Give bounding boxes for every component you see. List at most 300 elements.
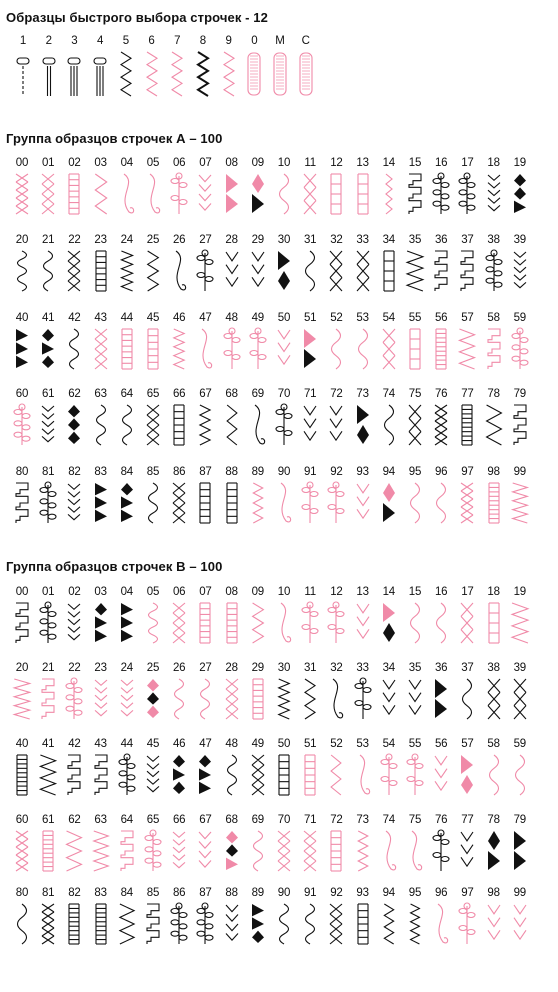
pattern-number: 58 bbox=[487, 312, 500, 324]
stitch-pattern bbox=[142, 662, 164, 721]
pattern-number: 50 bbox=[277, 738, 291, 750]
stitch-pattern bbox=[378, 312, 400, 371]
stitch-glyph-icon bbox=[484, 902, 504, 946]
stitch-pattern bbox=[273, 312, 295, 371]
pattern-number: 38 bbox=[487, 662, 500, 674]
stitch-glyph-icon bbox=[510, 172, 530, 216]
stitch-pattern bbox=[325, 157, 347, 216]
pattern-number: 8 bbox=[199, 35, 206, 47]
pattern-number: 30 bbox=[277, 234, 291, 246]
stitch-glyph-icon bbox=[326, 172, 346, 216]
pattern-number: 39 bbox=[513, 662, 526, 674]
stitch-pattern bbox=[116, 738, 138, 797]
stitch-glyph-icon bbox=[274, 327, 294, 371]
pattern-number: 43 bbox=[94, 312, 107, 324]
pattern-number: 4 bbox=[96, 35, 104, 47]
stitch-pattern bbox=[194, 312, 216, 371]
stitch-glyph-icon bbox=[91, 601, 111, 645]
pattern-number: 94 bbox=[382, 466, 395, 478]
stitch-pattern bbox=[404, 662, 426, 721]
pattern-number: 77 bbox=[461, 814, 474, 826]
stitch-glyph-icon bbox=[510, 601, 530, 645]
stitch-glyph-icon bbox=[169, 601, 189, 645]
stitch-glyph-icon bbox=[143, 829, 163, 873]
stitch-glyph-icon bbox=[117, 902, 137, 946]
stitch-pattern bbox=[352, 662, 374, 721]
stitch-glyph-icon bbox=[143, 601, 163, 645]
stitch-glyph-icon bbox=[143, 172, 163, 216]
stitch-glyph-icon bbox=[326, 481, 346, 525]
pattern-number: 15 bbox=[408, 586, 422, 598]
pattern-number: M bbox=[275, 35, 285, 47]
stitch-glyph-icon bbox=[431, 677, 451, 721]
pattern-number: 28 bbox=[225, 234, 238, 246]
pattern-number: 39 bbox=[513, 234, 526, 246]
pattern-number: 93 bbox=[356, 466, 369, 478]
stitch-pattern bbox=[483, 466, 505, 525]
stitch-glyph-icon bbox=[195, 829, 215, 873]
pattern-number: 04 bbox=[120, 157, 133, 169]
stitch-pattern bbox=[90, 586, 112, 645]
stitch-glyph-icon bbox=[222, 601, 242, 645]
pattern-number: 45 bbox=[146, 738, 160, 750]
stitch-pattern bbox=[142, 814, 164, 873]
stitch-glyph-icon bbox=[91, 902, 111, 946]
stitch-glyph-icon bbox=[64, 829, 84, 873]
stitch-glyph-icon bbox=[405, 829, 425, 873]
stitch-glyph-icon bbox=[379, 601, 399, 645]
stitch-glyph-icon bbox=[300, 249, 320, 293]
stitch-glyph-icon bbox=[222, 403, 242, 447]
pattern-number: 86 bbox=[172, 466, 186, 478]
pattern-number: 28 bbox=[225, 662, 238, 674]
pattern-number: 87 bbox=[199, 466, 212, 478]
stitch-glyph-icon bbox=[457, 403, 477, 447]
pattern-number: 73 bbox=[356, 814, 369, 826]
stitch-glyph-icon bbox=[91, 172, 111, 216]
stitch-glyph-icon bbox=[457, 601, 477, 645]
stitch-pattern bbox=[456, 312, 478, 371]
stitch-glyph-icon bbox=[353, 249, 373, 293]
pattern-number: 07 bbox=[199, 586, 212, 598]
stitch-pattern bbox=[63, 388, 85, 447]
stitch-pattern bbox=[168, 312, 190, 371]
pattern-number: 44 bbox=[120, 312, 133, 324]
stitch-glyph-icon bbox=[405, 249, 425, 293]
stitch-pattern bbox=[483, 312, 505, 371]
stitch-pattern bbox=[63, 586, 85, 645]
stitch-glyph-icon bbox=[296, 50, 316, 98]
pattern-number: 79 bbox=[513, 814, 526, 826]
pattern-number: 47 bbox=[199, 738, 212, 750]
stitch-glyph-icon bbox=[195, 902, 215, 946]
stitch-glyph-icon bbox=[457, 481, 477, 525]
stitch-pattern bbox=[404, 586, 426, 645]
pattern-number: 90 bbox=[277, 466, 291, 478]
stitch-glyph-icon bbox=[484, 327, 504, 371]
stitch-glyph-icon bbox=[117, 327, 137, 371]
stitch-glyph-icon bbox=[64, 403, 84, 447]
stitch-pattern bbox=[456, 887, 478, 946]
stitch-glyph-icon bbox=[326, 677, 346, 721]
pattern-number: 26 bbox=[172, 234, 186, 246]
stitch-glyph-icon bbox=[248, 902, 268, 946]
stitch-pattern bbox=[116, 586, 138, 645]
pattern-number: 08 bbox=[225, 586, 238, 598]
stitch-glyph-icon bbox=[195, 172, 215, 216]
stitch-pattern bbox=[115, 35, 137, 98]
stitch-glyph-icon bbox=[64, 327, 84, 371]
stitch-glyph-icon bbox=[248, 677, 268, 721]
stitch-pattern bbox=[378, 738, 400, 797]
stitch-pattern bbox=[221, 157, 243, 216]
stitch-glyph-icon bbox=[117, 601, 137, 645]
pattern-number: 98 bbox=[487, 466, 500, 478]
stitch-pattern bbox=[90, 738, 112, 797]
stitch-pattern bbox=[352, 586, 374, 645]
stitch-pattern bbox=[63, 157, 85, 216]
pattern-number: 75 bbox=[408, 814, 422, 826]
pattern-number: 35 bbox=[408, 662, 422, 674]
pattern-number: 94 bbox=[382, 887, 395, 899]
stitch-glyph-icon bbox=[431, 172, 451, 216]
pattern-number: 34 bbox=[382, 662, 395, 674]
pattern-number: 03 bbox=[94, 586, 107, 598]
stitch-glyph-icon bbox=[12, 829, 32, 873]
stitch-pattern bbox=[430, 814, 452, 873]
pattern-number: 51 bbox=[303, 312, 317, 324]
pattern-number: 32 bbox=[330, 234, 343, 246]
stitch-pattern bbox=[509, 662, 531, 721]
stitch-pattern bbox=[247, 814, 269, 873]
stitch-glyph-icon bbox=[91, 403, 111, 447]
stitch-glyph-icon bbox=[510, 829, 530, 873]
stitch-pattern bbox=[37, 814, 59, 873]
stitch-pattern bbox=[483, 887, 505, 946]
stitch-pattern bbox=[221, 388, 243, 447]
stitch-pattern bbox=[63, 887, 85, 946]
stitch-glyph-icon bbox=[353, 829, 373, 873]
stitch-pattern bbox=[63, 662, 85, 721]
pattern-number: 2 bbox=[45, 35, 52, 47]
pattern-number: 16 bbox=[434, 586, 448, 598]
pattern-number: 60 bbox=[15, 388, 29, 400]
stitch-pattern bbox=[194, 466, 216, 525]
stitch-glyph-icon bbox=[484, 601, 504, 645]
stitch-pattern bbox=[11, 312, 33, 371]
stitch-glyph-icon bbox=[91, 677, 111, 721]
pattern-number: 72 bbox=[330, 814, 343, 826]
pattern-number: 19 bbox=[513, 586, 526, 598]
stitch-glyph-icon bbox=[12, 249, 32, 293]
pattern-number: 40 bbox=[15, 738, 29, 750]
stitch-pattern bbox=[11, 887, 33, 946]
stitch-pattern bbox=[404, 887, 426, 946]
stitch-glyph-icon bbox=[195, 403, 215, 447]
stitch-pattern bbox=[116, 312, 138, 371]
stitch-pattern bbox=[194, 887, 216, 946]
pattern-number: 54 bbox=[382, 738, 395, 750]
stitch-pattern bbox=[116, 662, 138, 721]
pattern-number: 08 bbox=[225, 157, 238, 169]
stitch-glyph-icon bbox=[274, 601, 294, 645]
pattern-number: 53 bbox=[356, 738, 369, 750]
stitch-glyph-icon bbox=[326, 753, 346, 797]
pattern-number: 09 bbox=[251, 586, 264, 598]
stitch-glyph-icon bbox=[12, 677, 32, 721]
stitch-glyph-icon bbox=[405, 601, 425, 645]
stitch-pattern bbox=[141, 35, 163, 98]
pattern-number: 26 bbox=[172, 662, 186, 674]
stitch-glyph-icon bbox=[64, 172, 84, 216]
stitch-glyph-icon bbox=[353, 327, 373, 371]
pattern-number: 12 bbox=[330, 586, 343, 598]
stitch-glyph-icon bbox=[169, 753, 189, 797]
stitch-pattern bbox=[37, 234, 59, 293]
quick-select-title: Образцы быстрого выбора строчек - 12 bbox=[6, 10, 268, 25]
pattern-number: 51 bbox=[303, 738, 317, 750]
stitch-glyph-icon bbox=[38, 249, 58, 293]
stitch-glyph-icon bbox=[222, 481, 242, 525]
stitch-glyph-icon bbox=[457, 249, 477, 293]
stitch-pattern bbox=[168, 388, 190, 447]
stitch-pattern bbox=[142, 466, 164, 525]
stitch-glyph-icon bbox=[117, 481, 137, 525]
pattern-number: 74 bbox=[382, 388, 395, 400]
stitch-pattern bbox=[325, 738, 347, 797]
stitch-glyph-icon bbox=[431, 249, 451, 293]
stitch-glyph-icon bbox=[12, 902, 32, 946]
stitch-glyph-icon bbox=[12, 172, 32, 216]
stitch-glyph-icon bbox=[143, 677, 163, 721]
pattern-number: 06 bbox=[172, 157, 186, 169]
stitch-pattern bbox=[509, 586, 531, 645]
pattern-number: 05 bbox=[146, 586, 160, 598]
stitch-pattern bbox=[404, 738, 426, 797]
pattern-number: 7 bbox=[174, 35, 181, 47]
pattern-number: 33 bbox=[356, 662, 369, 674]
stitch-pattern bbox=[509, 738, 531, 797]
stitch-glyph-icon bbox=[38, 327, 58, 371]
stitch-pattern bbox=[192, 35, 214, 98]
stitch-pattern bbox=[483, 586, 505, 645]
stitch-pattern bbox=[37, 738, 59, 797]
stitch-glyph-icon bbox=[431, 601, 451, 645]
stitch-pattern bbox=[194, 388, 216, 447]
pattern-number: 84 bbox=[120, 887, 133, 899]
stitch-pattern bbox=[509, 388, 531, 447]
pattern-number: 57 bbox=[461, 738, 474, 750]
pattern-number: 54 bbox=[382, 312, 395, 324]
pattern-number: 62 bbox=[68, 388, 81, 400]
stitch-glyph-icon bbox=[117, 829, 137, 873]
stitch-pattern bbox=[299, 662, 321, 721]
stitch-pattern bbox=[11, 662, 33, 721]
stitch-glyph-icon bbox=[12, 403, 32, 447]
stitch-glyph-icon bbox=[169, 677, 189, 721]
stitch-pattern bbox=[90, 157, 112, 216]
pattern-number: 52 bbox=[330, 738, 343, 750]
stitch-glyph-icon bbox=[405, 902, 425, 946]
pattern-number: 65 bbox=[146, 814, 160, 826]
stitch-pattern bbox=[509, 466, 531, 525]
pattern-number: 65 bbox=[146, 388, 160, 400]
stitch-pattern bbox=[221, 887, 243, 946]
stitch-glyph-icon bbox=[91, 753, 111, 797]
stitch-pattern bbox=[430, 312, 452, 371]
pattern-number: 91 bbox=[303, 466, 317, 478]
pattern-number: 10 bbox=[277, 586, 291, 598]
pattern-number: 49 bbox=[251, 738, 264, 750]
stitch-glyph-icon bbox=[169, 481, 189, 525]
stitch-pattern bbox=[247, 157, 269, 216]
stitch-glyph-icon bbox=[91, 327, 111, 371]
stitch-glyph-icon bbox=[195, 327, 215, 371]
stitch-pattern bbox=[273, 157, 295, 216]
pattern-number: 20 bbox=[15, 662, 29, 674]
stitch-pattern bbox=[168, 738, 190, 797]
stitch-pattern bbox=[168, 586, 190, 645]
pattern-number: 84 bbox=[120, 466, 133, 478]
stitch-pattern bbox=[273, 234, 295, 293]
stitch-glyph-icon bbox=[222, 829, 242, 873]
stitch-glyph-icon bbox=[13, 50, 33, 98]
stitch-glyph-icon bbox=[300, 601, 320, 645]
stitch-glyph-icon bbox=[510, 753, 530, 797]
stitch-pattern bbox=[325, 814, 347, 873]
stitch-pattern bbox=[430, 586, 452, 645]
stitch-glyph-icon bbox=[405, 327, 425, 371]
stitch-pattern bbox=[483, 814, 505, 873]
stitch-glyph-icon bbox=[248, 829, 268, 873]
stitch-glyph-icon bbox=[431, 403, 451, 447]
pattern-number: 17 bbox=[461, 157, 474, 169]
pattern-number: 85 bbox=[146, 887, 160, 899]
pattern-number: 64 bbox=[120, 814, 133, 826]
stitch-glyph-icon bbox=[39, 50, 59, 98]
pattern-number: 01 bbox=[41, 586, 55, 598]
stitch-glyph-icon bbox=[274, 753, 294, 797]
stitch-pattern bbox=[509, 814, 531, 873]
stitch-glyph-icon bbox=[274, 677, 294, 721]
pattern-number: 69 bbox=[251, 388, 264, 400]
pattern-number: 31 bbox=[303, 662, 317, 674]
stitch-glyph-icon bbox=[195, 753, 215, 797]
stitch-pattern bbox=[168, 814, 190, 873]
stitch-glyph-icon bbox=[64, 249, 84, 293]
stitch-pattern bbox=[378, 157, 400, 216]
pattern-number: 68 bbox=[225, 814, 238, 826]
stitch-pattern bbox=[247, 662, 269, 721]
stitch-glyph-icon bbox=[379, 481, 399, 525]
stitch-pattern bbox=[483, 157, 505, 216]
pattern-number: 60 bbox=[15, 814, 29, 826]
stitch-pattern bbox=[142, 887, 164, 946]
stitch-pattern bbox=[90, 388, 112, 447]
stitch-pattern bbox=[194, 234, 216, 293]
stitch-pattern bbox=[38, 35, 60, 98]
stitch-pattern bbox=[404, 157, 426, 216]
stitch-pattern bbox=[352, 234, 374, 293]
stitch-glyph-icon bbox=[484, 403, 504, 447]
pattern-number: 03 bbox=[94, 157, 107, 169]
pattern-number: 86 bbox=[172, 887, 186, 899]
stitch-glyph-icon bbox=[169, 829, 189, 873]
stitch-pattern bbox=[430, 466, 452, 525]
stitch-pattern bbox=[90, 814, 112, 873]
stitch-glyph-icon bbox=[353, 601, 373, 645]
stitch-pattern bbox=[116, 234, 138, 293]
stitch-glyph-icon bbox=[143, 481, 163, 525]
pattern-number: 09 bbox=[251, 157, 264, 169]
pattern-number: 87 bbox=[199, 887, 212, 899]
stitch-glyph-icon bbox=[326, 902, 346, 946]
stitch-glyph-icon bbox=[38, 829, 58, 873]
stitch-glyph-icon bbox=[117, 249, 137, 293]
stitch-pattern bbox=[456, 738, 478, 797]
stitch-pattern bbox=[430, 388, 452, 447]
stitch-glyph-icon bbox=[274, 403, 294, 447]
pattern-number: 63 bbox=[94, 388, 107, 400]
pattern-number: 80 bbox=[15, 466, 29, 478]
pattern-number: 27 bbox=[199, 662, 212, 674]
stitch-pattern bbox=[273, 662, 295, 721]
pattern-number: 97 bbox=[461, 466, 474, 478]
stitch-pattern bbox=[11, 586, 33, 645]
stitch-glyph-icon bbox=[64, 753, 84, 797]
pattern-number: 88 bbox=[225, 887, 238, 899]
stitch-glyph-icon bbox=[91, 481, 111, 525]
stitch-glyph-icon bbox=[379, 677, 399, 721]
stitch-glyph-icon bbox=[248, 481, 268, 525]
stitch-pattern bbox=[273, 814, 295, 873]
pattern-number: 30 bbox=[277, 662, 291, 674]
stitch-pattern bbox=[273, 887, 295, 946]
stitch-pattern bbox=[142, 738, 164, 797]
pattern-number: 76 bbox=[434, 814, 448, 826]
stitch-pattern bbox=[299, 234, 321, 293]
pattern-number: 38 bbox=[487, 234, 500, 246]
stitch-pattern bbox=[11, 234, 33, 293]
stitch-glyph-icon bbox=[91, 249, 111, 293]
pattern-number: 64 bbox=[120, 388, 133, 400]
stitch-pattern bbox=[247, 312, 269, 371]
pattern-number: 50 bbox=[277, 312, 291, 324]
pattern-number: 41 bbox=[41, 312, 55, 324]
pattern-number: 47 bbox=[199, 312, 212, 324]
stitch-glyph-icon bbox=[379, 327, 399, 371]
stitch-pattern bbox=[142, 586, 164, 645]
stitch-pattern bbox=[299, 738, 321, 797]
stitch-glyph-icon bbox=[431, 902, 451, 946]
stitch-pattern bbox=[247, 586, 269, 645]
stitch-glyph-icon bbox=[510, 677, 530, 721]
pattern-number: 20 bbox=[15, 234, 29, 246]
stitch-glyph-icon bbox=[222, 327, 242, 371]
pattern-number: 24 bbox=[120, 662, 133, 674]
stitch-pattern bbox=[11, 157, 33, 216]
stitch-pattern bbox=[378, 662, 400, 721]
stitch-glyph-icon bbox=[326, 829, 346, 873]
stitch-pattern bbox=[352, 738, 374, 797]
stitch-pattern bbox=[63, 466, 85, 525]
stitch-pattern bbox=[325, 887, 347, 946]
pattern-number: 13 bbox=[356, 157, 369, 169]
stitch-glyph-icon bbox=[484, 677, 504, 721]
pattern-number: 92 bbox=[330, 887, 343, 899]
pattern-number: 78 bbox=[487, 388, 500, 400]
stitch-pattern bbox=[221, 662, 243, 721]
